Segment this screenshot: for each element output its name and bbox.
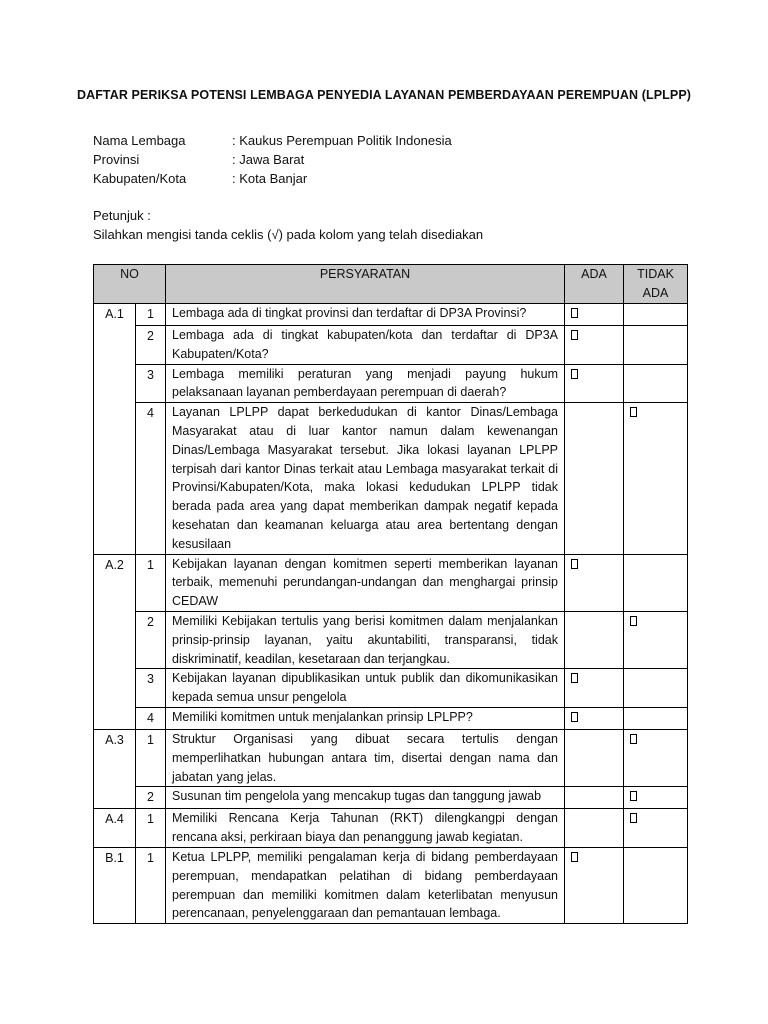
item-number: 1 [136,554,166,611]
ada-cell[interactable] [565,809,624,848]
tidak-ada-cell[interactable] [624,364,688,403]
ada-cell[interactable] [565,847,624,923]
ada-cell[interactable] [565,707,624,729]
info-value: : Jawa Barat [232,152,305,167]
section-code [94,669,136,708]
tidak-ada-cell[interactable] [624,809,688,848]
table-row [94,809,688,848]
item-number: 1 [136,847,166,923]
section-code: B.1 [94,847,136,923]
requirement-text: Kebijakan layanan dipublikasikan untuk publik dan dikomunikasikan kepada semua unsur pengelola [166,669,565,708]
table-row [94,364,688,403]
requirement-text: Lembaga ada di tingkat provinsi dan terdaftar di DP3A Provinsi? [166,304,565,326]
tidak-ada-cell[interactable] [624,611,688,668]
section-code: A.2 [94,554,136,611]
checkmark-box-icon [630,734,637,744]
table-row [94,707,688,729]
info-row-kabupaten-kota [93,169,452,188]
section-code: A.3 [94,729,136,786]
tidak-ada-cell[interactable] [624,669,688,708]
requirement-text: Susunan tim pengelola yang mencakup tugas dan tanggung jawab [166,787,565,809]
ada-cell[interactable] [565,787,624,809]
checkmark-box-icon [571,712,578,722]
info-row-nama-lembaga [93,131,452,150]
info-value: : Kota Banjar [232,171,308,186]
header-persyaratan: PERSYARATAN [166,265,565,304]
info-label: Nama Lembaga [93,133,186,148]
checkmark-box-icon [571,330,578,340]
checkmark-box-icon [630,616,637,626]
tidak-ada-cell[interactable] [624,847,688,923]
checklist-body [94,304,688,924]
ada-cell[interactable] [565,326,624,365]
section-code [94,326,136,365]
table-row [94,787,688,809]
section-code [94,787,136,809]
tidak-ada-cell[interactable] [624,554,688,611]
requirement-text: Struktur Organisasi yang dibuat secara tertulis dengan memperlihatkan hubungan antara tim, disertai dengan nama dan jabatan yang jelas. [166,729,565,786]
requirement-text: Memiliki komitmen untuk menjalankan prinsip LPLPP? [166,707,565,729]
table-row [94,403,688,554]
item-number: 2 [136,611,166,668]
checkmark-box-icon [571,673,578,683]
checkmark-box-icon [571,369,578,379]
checkmark-box-icon [571,852,578,862]
item-number: 2 [136,326,166,365]
requirement-text: Memiliki Kebijakan tertulis yang berisi komitmen dalam menjalankan prinsip-prinsip layanan, yaitu akuntabiliti, transparansi, tidak diskriminatif, keadilan, kesetaraan dan terjangkau. [166,611,565,668]
instructions-text: Silahkan mengisi tanda ceklis (√) pada kolom yang telah disediakan [93,227,484,242]
checkmark-box-icon [630,813,637,823]
ada-cell[interactable] [565,364,624,403]
item-number: 4 [136,403,166,554]
tidak-ada-cell[interactable] [624,787,688,809]
item-number: 1 [136,809,166,848]
instructions [93,206,483,244]
info-label: Provinsi [93,152,140,167]
requirement-text: Ketua LPLPP, memiliki pengalaman kerja di bidang pemberdayaan perempuan, mendapatkan pelatihan di bidang pemberdayaan perempuan dan memiliki komitmen dalam keterlibatan menyusun perencanaan, penyelenggaraan dan pemantauan lembaga. [166,847,565,923]
checkmark-box-icon [571,559,578,569]
ada-cell[interactable] [565,669,624,708]
item-number: 3 [136,364,166,403]
ada-cell[interactable] [565,611,624,668]
requirement-text: Lembaga memiliki peraturan yang menjadi payung hukum pelaksanaan layanan pemberdayaan perempuan di daerah? [166,364,565,403]
item-number: 1 [136,729,166,786]
checklist-table [93,264,688,924]
requirement-text: Layanan LPLPP dapat berkedudukan di kantor Dinas/Lembaga Masyarakat atau di luar kantor namun dalam kewenangan Dinas/Lembaga Masyarakat tersebut. Jika lokasi layanan LPLPP terpisah dari kantor Dinas terkait atau Lembaga masyarakat terkait di Provinsi/Kabupaten/Kota, maka lokasi kedudukan LPLPP tidak berada pada area yang dapat memberikan dampak negatif kepada kesehatan dan keamanan keluarga atau area bertentang dengan kesusilaan [166,403,565,554]
item-number: 4 [136,707,166,729]
table-row [94,611,688,668]
table-row [94,669,688,708]
item-number: 2 [136,787,166,809]
section-code [94,707,136,729]
requirement-text: Kebijakan layanan dengan komitmen seperti memberikan layanan terbaik, memenuhi perundangan-undangan dan menghargai prinsip CEDAW [166,554,565,611]
ada-cell[interactable] [565,729,624,786]
section-code: A.4 [94,809,136,848]
checkmark-box-icon [571,308,578,318]
info-label: Kabupaten/Kota [93,171,187,186]
requirement-text: Memiliki Rencana Kerja Tahunan (RKT) dilengkangpi dengan rencana aksi, perkiraan biaya dan penanggung jawab kegiatan. [166,809,565,848]
item-number: 1 [136,304,166,326]
tidak-ada-cell[interactable] [624,304,688,326]
info-value: : Kaukus Perempuan Politik Indonesia [232,133,452,148]
info-row-provinsi [93,150,452,169]
table-row [94,554,688,611]
table-row [94,304,688,326]
section-code: A.1 [94,304,136,326]
table-row [94,847,688,923]
table-row [94,326,688,365]
instructions-heading: Petunjuk : [93,208,151,223]
tidak-ada-cell[interactable] [624,707,688,729]
section-code [94,403,136,554]
item-number: 3 [136,669,166,708]
table-header-row [94,265,688,304]
document-title: DAFTAR PERIKSA POTENSI LEMBAGA PENYEDIA LAYANAN PEMBERDAYAAN PEREMPUAN (LPLPP) [76,88,692,102]
header-ada: ADA [565,265,624,304]
table-row [94,729,688,786]
section-code [94,611,136,668]
tidak-ada-cell[interactable] [624,729,688,786]
institution-info [93,131,452,188]
ada-cell[interactable] [565,554,624,611]
section-code [94,364,136,403]
tidak-ada-cell[interactable] [624,326,688,365]
checkmark-box-icon [630,407,637,417]
tidak-ada-cell[interactable] [624,403,688,554]
ada-cell[interactable] [565,304,624,326]
requirement-text: Lembaga ada di tingkat kabupaten/kota dan terdaftar di DP3A Kabupaten/Kota? [166,326,565,365]
checkmark-box-icon [630,791,637,801]
header-no: NO [94,265,166,304]
header-tidak-ada: TIDAK ADA [624,265,688,304]
ada-cell[interactable] [565,403,624,554]
